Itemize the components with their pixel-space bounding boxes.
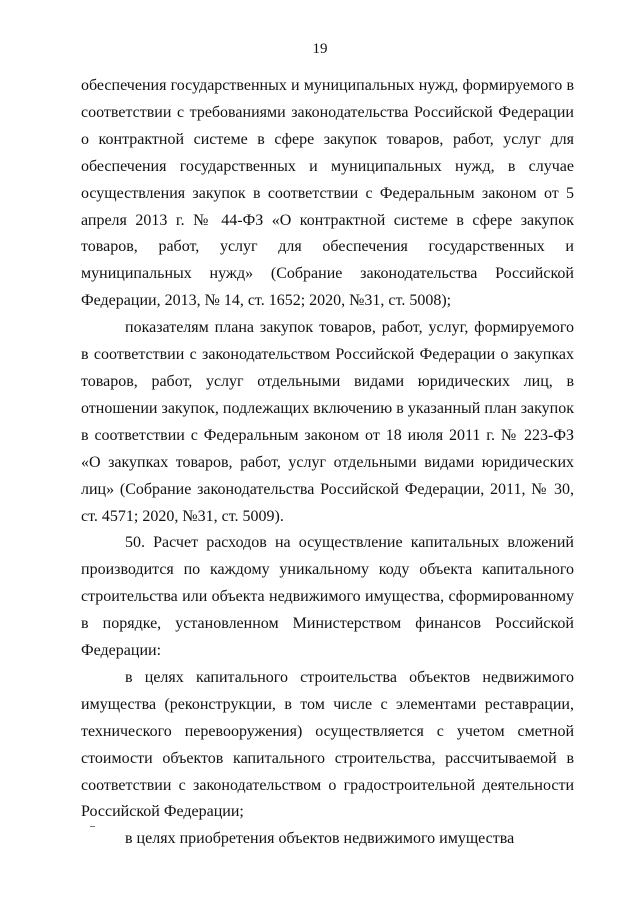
document-body (81, 73, 574, 853)
page-number: 19 (312, 41, 328, 57)
paragraph-capital-construction: в целях капитального строительства объектов недвижимого имущества (реконструкции, в том числе с элементами реставрации, технического перевооружения) осуществляется с учетом сметной стоимости объектов капитального строительства, рассчитываемой в соответствии с законодательством о градостроительной деятельности Российской Федерации; (81, 668, 574, 821)
paragraph-item-50: 50. Расчет расходов на осуществление капитальных вложений производится по каждому уникальному коду объекта капитального строительства или объекта недвижимого имущества, сформированному в порядке, установленном Министерством финансов Российской Федерации: (81, 534, 574, 660)
paragraph-continued-44fz: обеспечения государственных и муниципальных нужд, формируемого в соответствии с требованиями законодательства Российской Федерации о контрактной системе в сфере закупок товаров, работ, услуг для обеспечения государственных и муниципальных нужд, в случае осуществления закупок в соответствии с Федеральным законом от 5 апреля 2013 г. № 44-ФЗ «О контрактной системе в сфере закупок товаров, работ, услуг для обеспечения государственных и муниципальных нужд» (Собрание законодательства Российской Федерации, 2013, № 14, ст. 1652; 2020, №31, ст. 5008); (81, 77, 574, 310)
paragraph-acquisition: в целях приобретения объектов недвижимого имущества (125, 830, 515, 848)
scan-mark (90, 826, 95, 827)
paragraph-223fz: показателям плана закупок товаров, работ, услуг, формируемого в соответствии с законодательством Российской Федерации о закупках товаров, работ, услуг отдельными видами юридических лиц, в отношении закупок, подлежащих включению в указанный план закупок в соответствии с Федеральным законом от 18 июля 2011 г. № 223-ФЗ «О закупках товаров, работ, услуг отдельными видами юридических лиц» (Собрание законодательства Российской Федерации, 2011, № 30, ст. 4571; 2020, №31, ст. 5009). (81, 319, 574, 525)
